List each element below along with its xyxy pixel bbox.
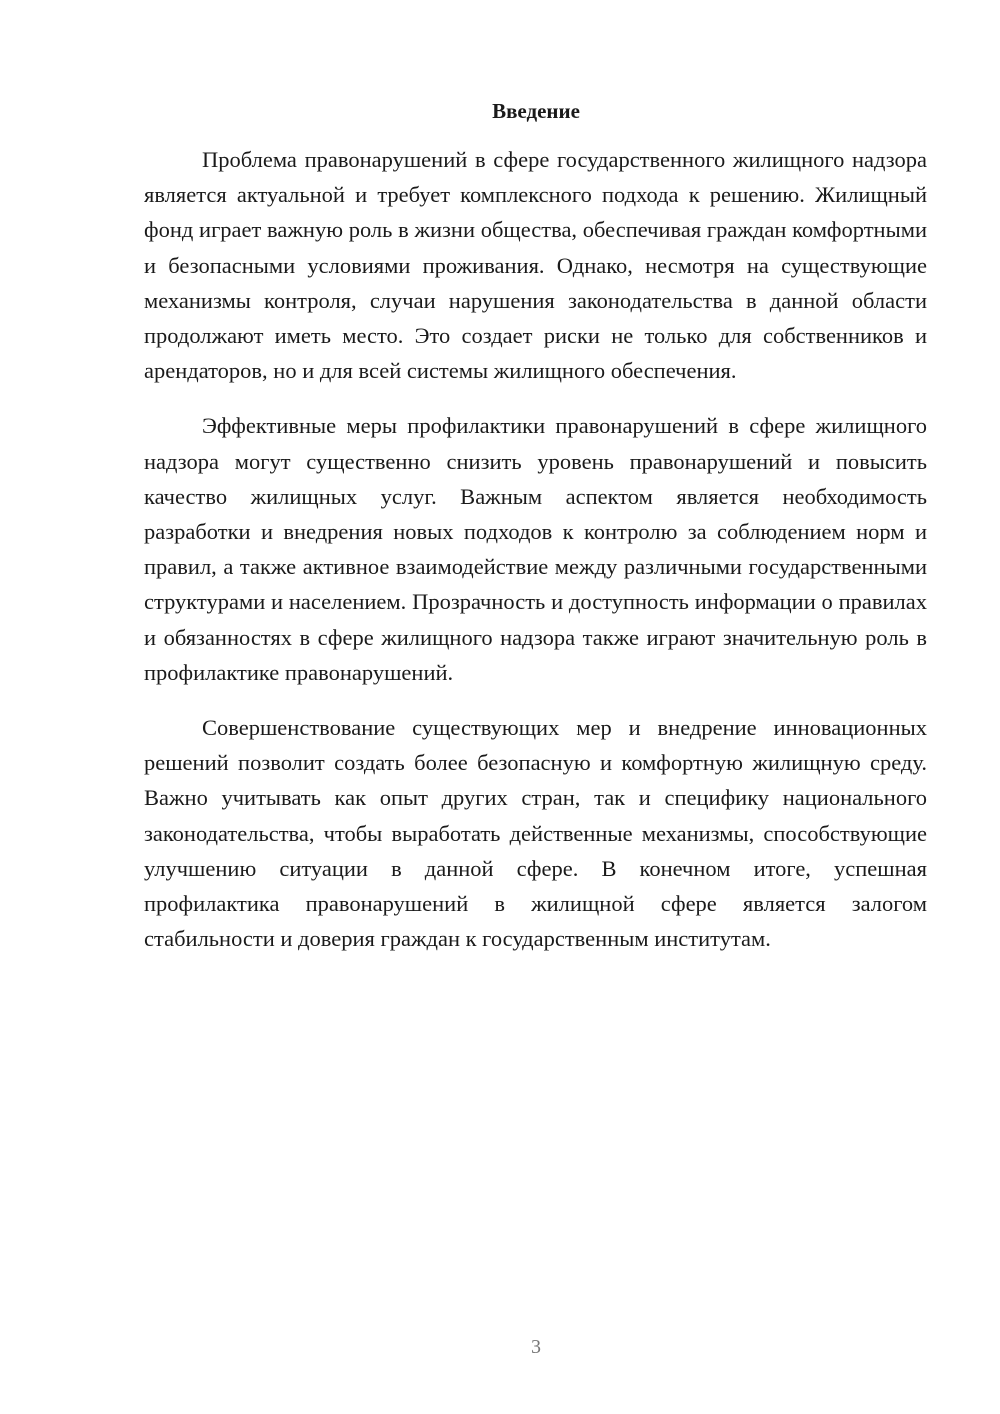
section-heading: Введение [492,99,580,123]
paragraph-3: Совершенствование существующих мер и внедрение инновационных решений позволит создать более безопасную и комфортную жилищную среду. Важно учитывать как опыт других стран, так и специфику национального законодательства, чтобы выработать действенные механизмы, способствующие улучшению ситуации в данной сфере. В конечном итоге, успешная профилактика правонарушений в жилищной сфере является залогом стабильности и доверия граждан к государственным институтам. [144,715,927,952]
paragraph-2: Эффективные меры профилактики правонарушений в сфере жилищного надзора могут существенно снизить уровень правонарушений и повысить качество жилищных услуг. Важным аспектом является необходимость разработки и внедрения новых подходов к контролю за соблюдением норм и правил, а также активное взаимодействие между различными государственными структурами и населением. Прозрачность и доступность информации о правилах и обязанностях в сфере жилищного надзора также играют значительную роль в профилактике правонарушений. [144,413,927,685]
paragraph-1: Проблема правонарушений в сфере государственного жилищного надзора является актуальной и требует комплексного подхода к решению. Жилищный фонд играет важную роль в жизни общества, обеспечивая граждан комфортными и безопасными условиями проживания. Однако, несмотря на существующие механизмы контроля, случаи нарушения законодательства в данной области продолжают иметь место. Это создает риски не только для собственников и арендаторов, но и для всей системы жилищного обеспечения. [144,147,927,384]
body-text [144,142,927,976]
page-number: 3 [531,1336,541,1358]
